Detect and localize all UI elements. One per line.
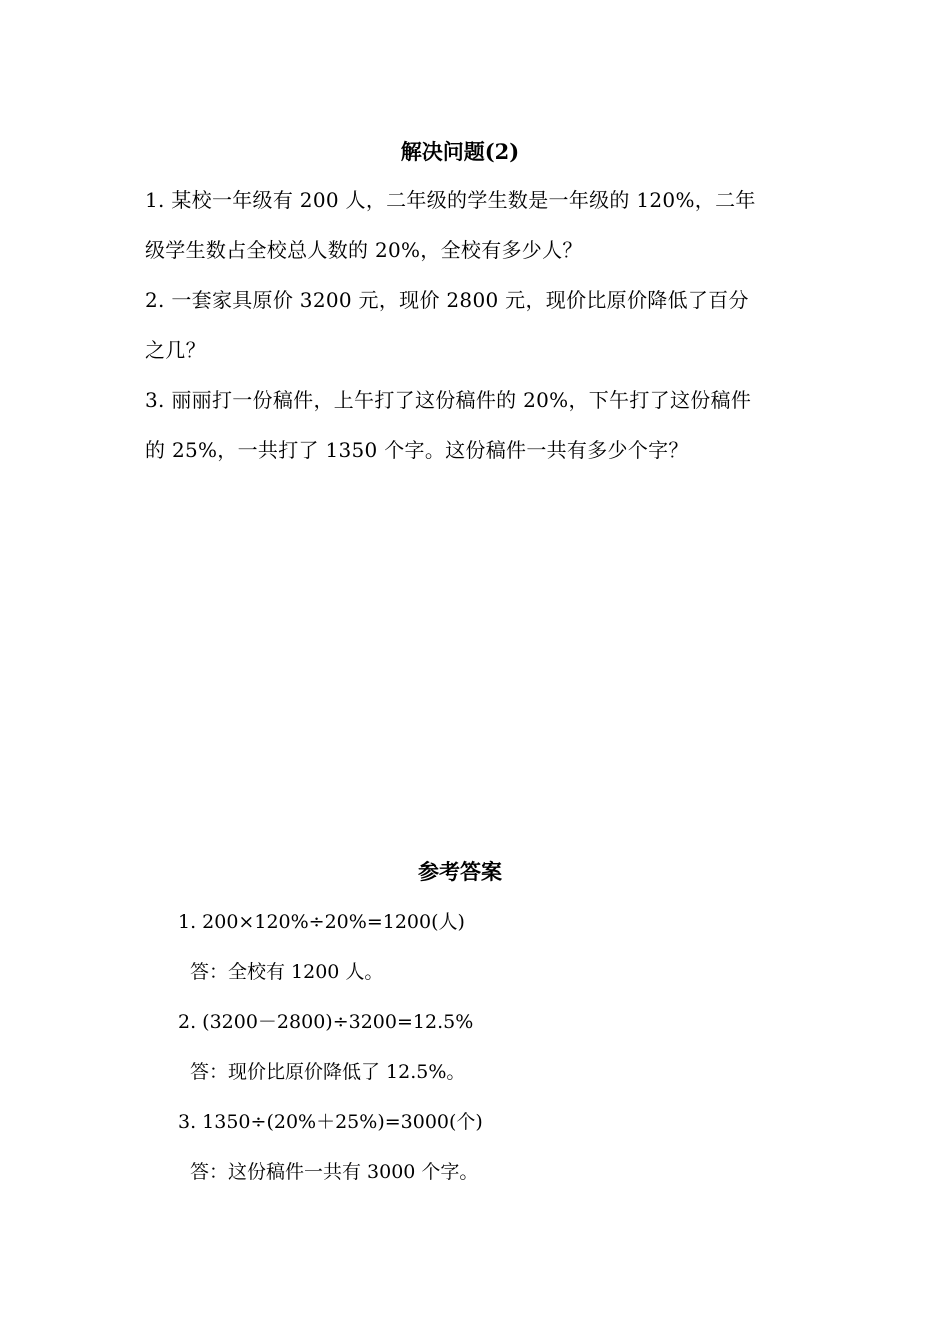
answer-2-formula: 2. (3200－2800)÷3200=12.5% <box>178 1011 474 1033</box>
answer-1-formula: 1. 200×120%÷20%=1200(人) <box>178 911 465 933</box>
answer-2-reply: 答：现价比原价降低了 12.5%。 <box>190 1061 466 1083</box>
question-1: 1. 某校一年级有 200 人，二年级的学生数是一年级的 120%，二年级学生数占全校总人数的 20%，全校有多少人？ <box>145 188 756 262</box>
question-3: 3. 丽丽打一份稿件，上午打了这份稿件的 20%，下午打了这份稿件的 25%，一共打了 1350 个字。这份稿件一共有多少个字？ <box>145 388 752 462</box>
page-title: 解决问题(2) <box>400 139 520 164</box>
question-2: 2. 一套家具原价 3200 元，现价 2800 元，现价比原价降低了百分之几？ <box>145 288 749 362</box>
answer-3-reply: 答：这份稿件一共有 3000 个字。 <box>190 1161 479 1183</box>
answers-title: 参考答案 <box>418 859 502 884</box>
answer-3-formula: 3. 1350÷(20%＋25%)=3000(个) <box>178 1111 483 1133</box>
answer-1-reply: 答：全校有 1200 人。 <box>190 961 384 983</box>
